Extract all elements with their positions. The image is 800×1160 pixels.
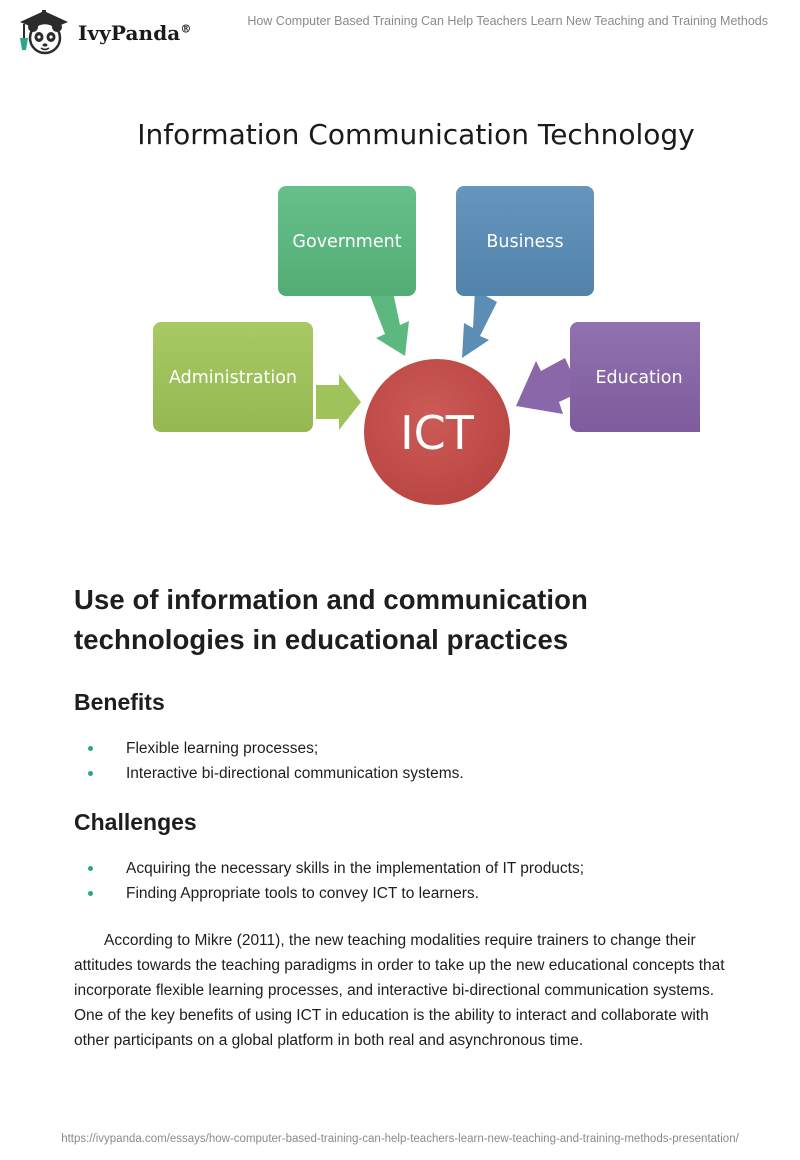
benefits-list: [74, 736, 734, 786]
section-heading: Use of information and communication technologies in educational practices: [74, 584, 588, 655]
node-administration: [153, 322, 313, 432]
challenges-list: [74, 856, 734, 906]
body-paragraph: According to Mikre (2011), the new teaching modalities require trainers to change their attitudes towards the teaching paradigms in order to take up the new educational concepts that incorporate flexible learning processes, and interactive bi-directional communication systems. One of the key benefits of using ICT in education is the ability to interact and collaborate with other participants on a global platform in both real and asynchronous time.: [74, 932, 725, 1049]
challenges-heading: Challenges: [74, 809, 197, 835]
node-administration-label: Administration: [168, 368, 298, 388]
ivypanda-logo[interactable]: [14, 8, 191, 56]
node-business-label: Business: [486, 232, 564, 252]
node-ict: [364, 359, 510, 505]
bullet-icon: [88, 891, 93, 896]
bullet-icon: [88, 866, 93, 871]
node-education: [570, 322, 700, 432]
list-item: Flexible learning processes;: [74, 736, 734, 761]
header: [0, 0, 800, 60]
diagram-title: Information Communication Technology: [137, 118, 695, 151]
arrow-administration: [316, 374, 361, 430]
source-url[interactable]: https://ivypanda.com/essays/how-computer-based-training-can-help-teachers-learn-new-teaching-and-training-methods-presentation/: [61, 1133, 739, 1145]
arrow-business: [462, 290, 497, 358]
main-content: [74, 580, 734, 1053]
list-item: Interactive bi-directional communication systems.: [74, 761, 734, 786]
ict-diagram: [100, 100, 700, 520]
bullet-icon: [88, 746, 93, 751]
list-item: Finding Appropriate tools to convey ICT to learners.: [74, 881, 734, 906]
node-government-label: Government: [292, 232, 402, 252]
document-title: How Computer Based Training Can Help Teachers Learn New Teaching and Training Methods: [247, 14, 768, 28]
ict-diagram-svg: [100, 100, 700, 520]
brand-name: IvyPanda®: [78, 21, 192, 45]
panda-mascot-icon: [14, 8, 74, 56]
list-item: Acquiring the necessary skills in the implementation of IT products;: [74, 856, 734, 881]
benefits-heading: Benefits: [74, 689, 165, 715]
bullet-icon: [88, 771, 93, 776]
node-ict-label: ICT: [400, 406, 474, 460]
node-business: [456, 186, 594, 296]
node-government: [278, 186, 416, 296]
node-education-label: Education: [595, 368, 683, 388]
